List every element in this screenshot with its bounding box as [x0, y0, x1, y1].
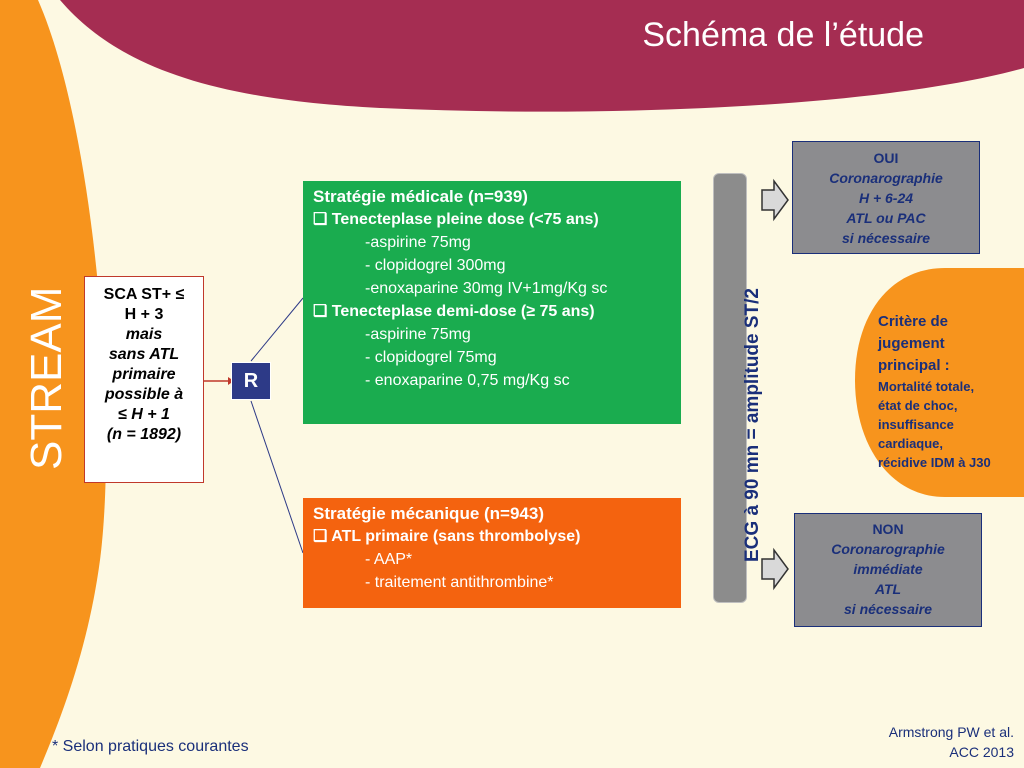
reference — [889, 722, 1014, 762]
population-line: sans ATL — [108, 346, 180, 363]
brand-label: STREAM — [22, 286, 71, 470]
medical-sub: - clopidogrel 75mg — [365, 349, 497, 366]
medical-sub: -aspirine 75mg — [365, 234, 471, 251]
outcome-no-line: Coronarographie — [831, 541, 945, 557]
endpoint-line: Mortalité totale, — [878, 379, 975, 394]
outcome-yes-line: OUI — [873, 150, 899, 166]
endpoint-line: cardiaque, — [878, 436, 944, 451]
population-line: (n = 1892) — [106, 426, 182, 443]
outcome-no-line: si nécessaire — [844, 601, 932, 617]
medical-sub: - clopidogrel 300mg — [365, 257, 506, 274]
outcome-yes-line: H + 6-24 — [858, 190, 914, 206]
ecg-label: ECG à 90 mn = amplitude ST/2 — [742, 288, 763, 562]
reference-line: ACC 2013 — [949, 744, 1014, 760]
link-r-to-mechanical — [251, 401, 303, 553]
outcome-yes-box — [792, 141, 980, 254]
endpoint-line: insuffisance — [878, 417, 954, 432]
medical-title: Stratégie médicale (n=939) — [313, 187, 528, 206]
outcome-yes-line: si nécessaire — [842, 230, 930, 246]
medical-sub: -enoxaparine 30mg IV+1mg/Kg sc — [365, 280, 608, 297]
endpoint-title: Critère de — [878, 313, 949, 330]
population-line: mais — [125, 326, 163, 343]
population-line: ≤ H + 1 — [118, 406, 170, 423]
outcome-yes-line: ATL ou PAC — [846, 210, 926, 226]
mechanical-title: Stratégie mécanique (n=943) — [313, 504, 545, 523]
page-title: Schéma de l’étude — [642, 16, 924, 54]
mechanical-sub: - AAP* — [365, 551, 413, 568]
footnote: * Selon pratiques courantes — [52, 738, 249, 755]
endpoint-title: jugement — [878, 335, 945, 352]
outcome-no-line: immédiate — [853, 561, 923, 577]
medical-item: ❑ Tenecteplase demi-dose (≥ 75 ans) — [313, 303, 595, 320]
endpoint-line: état de choc, — [878, 398, 958, 413]
population-line: H + 3 — [124, 306, 164, 323]
arrow-icon — [762, 550, 788, 588]
mechanical-item: ❑ ATL primaire (sans thrombolyse) — [313, 528, 581, 545]
mechanical-sub: - traitement antithrombine* — [365, 574, 554, 591]
primary-endpoint — [878, 311, 1018, 472]
mechanical-strategy-box — [303, 498, 681, 608]
randomization-box: R — [231, 362, 271, 400]
outcome-yes-line: Coronarographie — [829, 170, 943, 186]
population-line: SCA ST+ ≤ — [103, 286, 185, 303]
medical-sub: - enoxaparine 0,75 mg/Kg sc — [365, 372, 570, 389]
medical-item: ❑ Tenecteplase pleine dose (<75 ans) — [313, 211, 599, 228]
reference-line: Armstrong PW et al. — [888, 724, 1014, 740]
population-box — [84, 276, 204, 483]
outcome-no-line: NON — [872, 521, 904, 537]
endpoint-line: récidive IDM à J30 — [878, 455, 991, 470]
outcome-no-line: ATL — [874, 581, 902, 597]
arrow-icon — [762, 181, 788, 219]
medical-sub: -aspirine 75mg — [365, 326, 471, 343]
endpoint-title: principal : — [878, 357, 950, 374]
medical-strategy-box — [303, 181, 681, 424]
outcome-no-box — [794, 513, 982, 627]
population-line: primaire — [112, 366, 176, 383]
population-line: possible à — [104, 386, 184, 403]
link-r-to-medical — [251, 298, 303, 361]
